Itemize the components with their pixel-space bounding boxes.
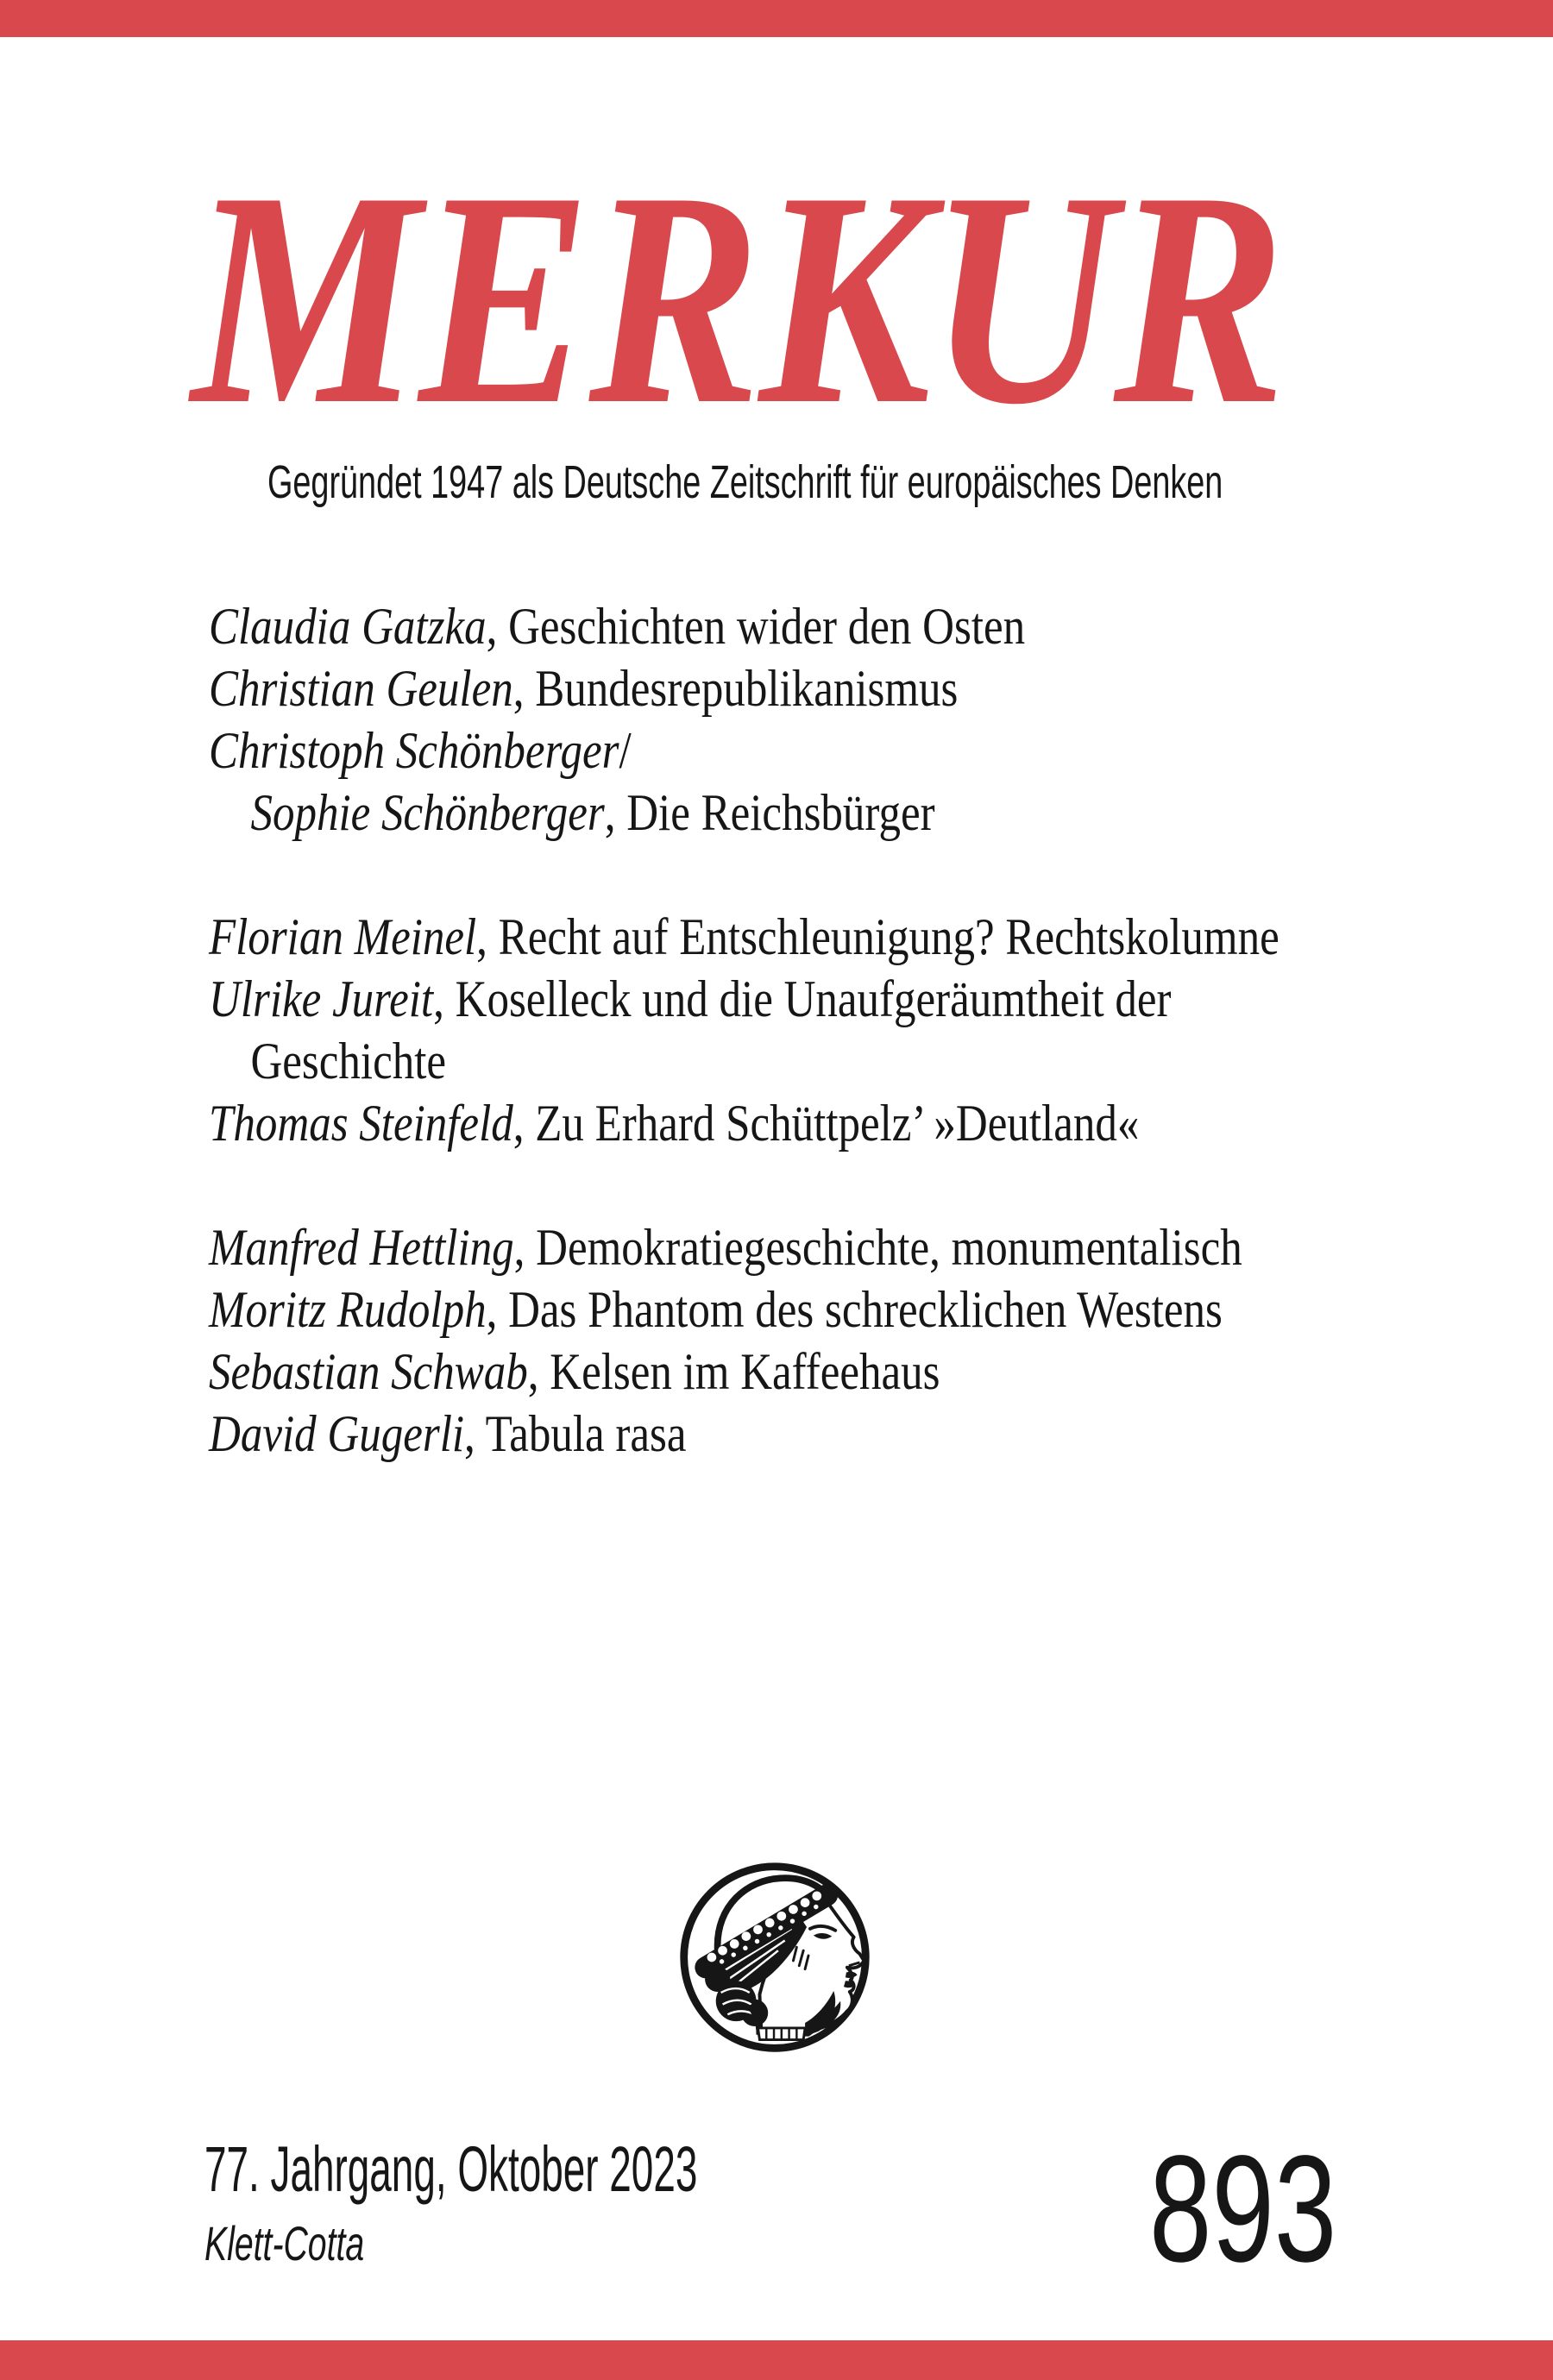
- article-title: , Zu Erhard Schüttpelz’ »Deutland«: [512, 1095, 1140, 1152]
- article-title: , Kelsen im Kaffeehaus: [527, 1343, 940, 1400]
- author-name: Christian Geulen: [209, 660, 513, 717]
- article-title: , Tabula rasa: [464, 1405, 687, 1462]
- contents-line: [209, 595, 1279, 657]
- contents-group-3: [209, 1216, 1468, 1465]
- author-name: Manfred Hettling: [209, 1219, 514, 1276]
- contents-line: [209, 906, 1279, 968]
- contents-group-1: [209, 595, 1468, 844]
- contents-group-2: [209, 906, 1468, 1154]
- author-name: Ulrike Jureit: [209, 970, 434, 1027]
- article-title: , Recht auf Entschleunigung? Rechtskolumne: [476, 908, 1279, 965]
- author-name: Florian Meinel: [209, 908, 477, 965]
- mercury-head-medallion-icon: [674, 1856, 876, 2058]
- author-name: Sebastian Schwab: [209, 1343, 528, 1400]
- bottom-red-bar: [0, 2340, 1553, 2380]
- author-name: Thomas Steinfeld: [209, 1095, 513, 1152]
- article-title: , Die Reichsbürger: [604, 784, 935, 841]
- author-name: Moritz Rudolph: [209, 1281, 487, 1338]
- magazine-subtitle: Gegründet 1947 als Deutsche Zeitschrift für europäisches Denken: [267, 456, 1223, 508]
- author-name: David Gugerli: [209, 1405, 465, 1462]
- contents-line: [209, 1278, 1279, 1341]
- contents-line: [209, 1403, 1279, 1465]
- contents-line: [209, 782, 1279, 844]
- article-title: , Demokratiegeschichte, monumentalisch: [513, 1219, 1242, 1276]
- issue-info: 77. Jahrgang, Oktober 2023: [204, 2133, 698, 2205]
- top-red-bar: [0, 0, 1553, 37]
- article-title: Geschichte: [250, 1033, 447, 1090]
- contents-line: [209, 1216, 1279, 1278]
- contents-line: [209, 719, 1279, 782]
- contents-line: [209, 1092, 1279, 1154]
- contents-line-continuation: [209, 1030, 1279, 1092]
- article-title: , Koselleck und die Unaufgeräumtheit der: [433, 970, 1172, 1027]
- article-title: /: [619, 722, 632, 779]
- author-name: Sophie Schönberger: [250, 784, 605, 841]
- contents-line: [209, 657, 1279, 719]
- contents-line: [209, 968, 1279, 1030]
- contents-line: [209, 1341, 1279, 1403]
- table-of-contents: [209, 595, 1468, 1527]
- publisher-name: Klett-Cotta: [204, 2216, 365, 2270]
- article-title: , Geschichten wider den Osten: [486, 598, 1026, 655]
- author-name: Claudia Gatzka: [209, 598, 487, 655]
- issue-number: 893: [1149, 2125, 1337, 2294]
- author-name: Christoph Schönberger: [209, 722, 619, 779]
- magazine-title: MERKUR: [192, 129, 1285, 468]
- article-title: , Bundesrepublikanismus: [512, 660, 959, 717]
- article-title: , Das Phantom des schrecklichen Westens: [486, 1281, 1223, 1338]
